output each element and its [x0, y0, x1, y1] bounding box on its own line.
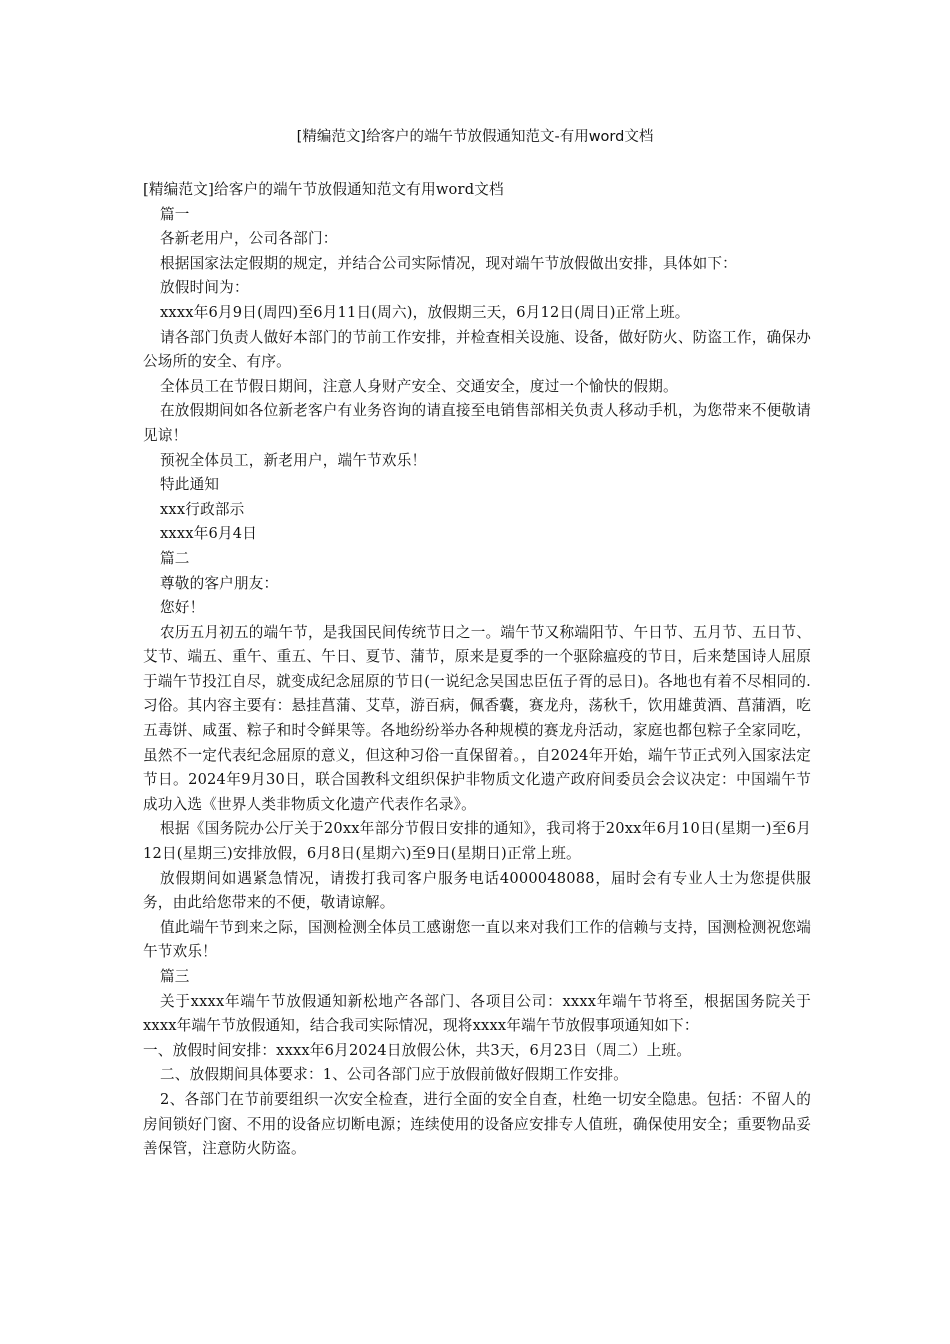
paragraph: 2、各部门在节前要组织一次安全检查，进行全面的安全自查，杜绝一切安全隐患。包括：不留人的房间锁好门窗、不用的设备应切断电源；连续使用的设备应安排专人值班，确保使用安全；重要物品妥善保管，注意防火防盗。 [143, 1090, 811, 1158]
paragraph: 放假期间如遇紧急情况，请拨打我司客户服务电话4000048088，届时会有专业人士为您提供服务，由此给您带来的不便，敬请谅解。 [143, 869, 811, 912]
paragraph: 根据国家法定假期的规定，并结合公司实际情况，现对端午节放假做出安排，具体如下： [160, 254, 737, 272]
paragraph: 您好！ [160, 599, 205, 617]
section-label-part3: 篇三 [160, 968, 190, 985]
signature: xxx行政部示 [160, 500, 245, 518]
paragraph: 关于xxxx年端午节放假通知新松地产各部门、各项目公司：xxxx年端午节将至，根据国务院关于xxxx年端午节放假通知，结合我司实际情况，现将xxxx年端午节放假事项通知如下： [143, 992, 811, 1035]
document-heading: [精编范文]给客户的端午节放假通知范文有用word文档 [143, 181, 504, 198]
greeting: 各新老用户，公司各部门： [160, 230, 338, 248]
paragraph: 预祝全体员工，新老用户，端午节欢乐！ [160, 451, 427, 469]
greeting: 尊敬的客户朋友： [160, 574, 279, 592]
paragraph: 一、放假时间安排：xxxx年6月2024日放假公休，共3天，6月23日（周二）上班。 [143, 1041, 692, 1059]
paragraph: 农历五月初五的端午节，是我国民间传统节日之一。端午节又称端阳节、午日节、五月节、五日节、艾节、端五、重午、重五、午日、夏节、蒲节，原来是夏季的一个驱除瘟疫的节日，后来楚国诗人屈原于端午节投江自尽，就变成纪念屈原的节日(一说纪念吴国忠臣伍子胥的忌日)。各地也有着不尽相同的.习俗。其内容主要有：悬挂菖蒲、艾草，游百病，佩香囊，赛龙舟，荡秋千，饮用雄黄酒、菖蒲酒，吃五毒饼、咸蛋、粽子和时令鲜果等。各地纷纷举办各种规模的赛龙舟活动，家庭也都包粽子全家同吃，虽然不一定代表纪念屈原的意义，但这种习俗一直保留着。，自2024年开始，端午节正式列入国家法定节日。2024年9月30日，联合国教科文组织保护非物质文化遗产政府间委员会会议决定：中国端午节成功入选《世界人类非物质文化遗产代表作名录》。 [143, 623, 811, 813]
paragraph: 值此端午节到来之际，国测检测全体员工感谢您一直以来对我们工作的信赖与支持，国测检测祝您端午节欢乐！ [143, 918, 811, 961]
document-title: [精编范文]给客户的端午节放假通知范文-有用word文档 [296, 129, 654, 145]
closing: 特此通知 [160, 476, 220, 494]
paragraph: 根据《国务院办公厅关于20xx年部分节假日安排的通知》，我司将于20xx年6月10日(星期一)至6月12日(星期三)安排放假，6月8日(星期六)至9日(星期日)正常上班。 [143, 820, 811, 863]
section-label-part2: 篇二 [160, 549, 190, 567]
document-body [143, 178, 811, 1162]
paragraph: 放假时间为： [160, 279, 249, 297]
paragraph: 请各部门负责人做好本部门的节前工作安排，并检查相关设施、设备，做好防火、防盗工作，确保办公场所的安全、有序。 [143, 328, 811, 371]
paragraph: xxxx年6月9日(周四)至6月11日(周六)，放假期三天，6月12日(周日)正常上班。 [160, 303, 690, 321]
date: xxxx年6月4日 [160, 525, 258, 543]
paragraph: 在放假期间如各位新老客户有业务咨询的请直接至电销售部相关负责人移动手机，为您带来不便敬请见谅！ [143, 402, 811, 444]
paragraph: 二、放假期间具体要求：1、公司各部门应于放假前做好假期工作安排。 [160, 1066, 629, 1084]
paragraph: 全体员工在节假日期间，注意人身财产安全、交通安全，度过一个愉快的假期。 [160, 377, 678, 395]
section-label-part1: 篇一 [160, 205, 190, 223]
